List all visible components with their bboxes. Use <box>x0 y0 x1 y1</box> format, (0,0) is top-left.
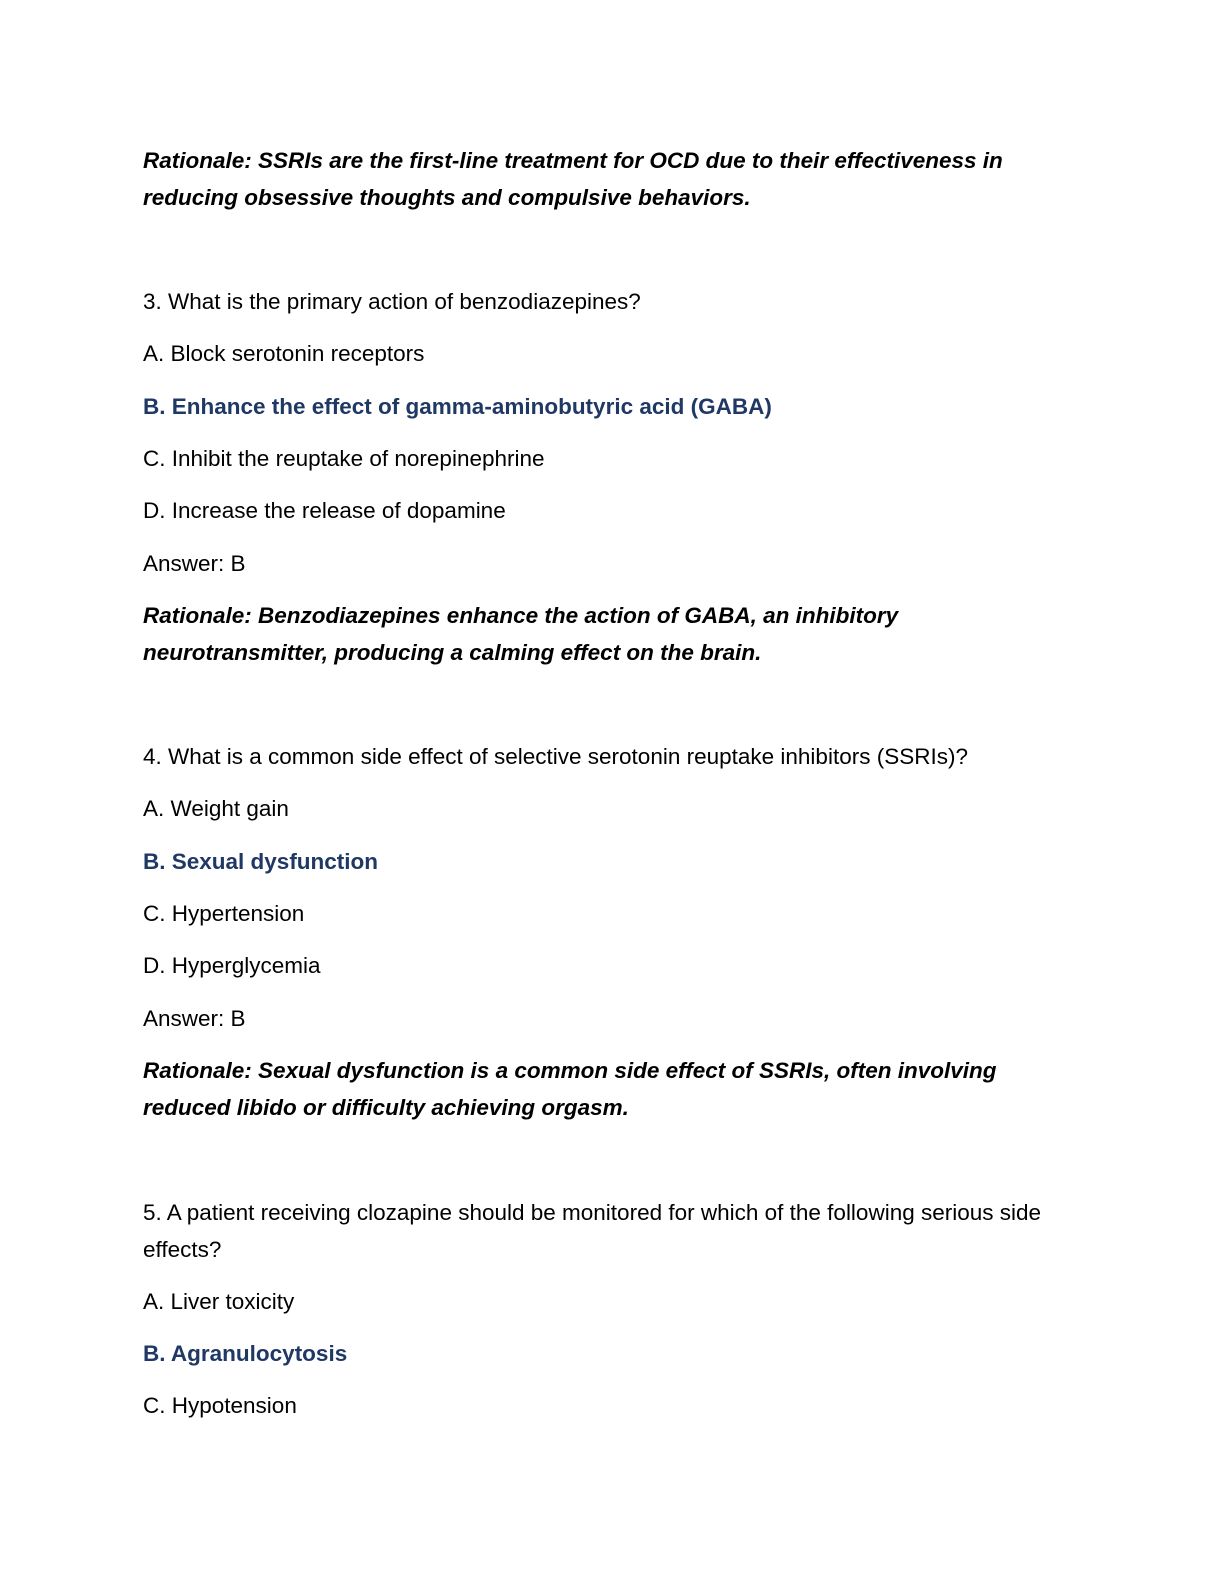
question-5-option-c: C. Hypotension <box>143 1393 297 1418</box>
question-4-option-c: C. Hypertension <box>143 901 305 926</box>
rationale-question-2: Rationale: SSRIs are the first-line treatment for OCD due to their effectiveness in reducing obsessive thoughts and compulsive behaviors. <box>143 148 1003 210</box>
question-5-option-b-correct: B. Agranulocytosis <box>143 1341 348 1366</box>
question-5-text: 5. A patient receiving clozapine should be monitored for which of the following serious side effects? <box>143 1200 1042 1262</box>
question-4-option-b-correct: B. Sexual dysfunction <box>143 849 379 874</box>
question-3-answer: Answer: B <box>143 551 246 576</box>
question-3-option-c: C. Inhibit the reuptake of norepinephrine <box>143 446 545 471</box>
question-4-rationale: Rationale: Sexual dysfunction is a common side effect of SSRIs, often involving reduced libido or difficulty achieving orgasm. <box>143 1058 997 1120</box>
question-4-option-d: D. Hyperglycemia <box>143 953 321 978</box>
question-4-option-a: A. Weight gain <box>143 796 289 821</box>
question-3-option-a: A. Block serotonin receptors <box>143 341 425 366</box>
question-3-text: 3. What is the primary action of benzodiazepines? <box>143 289 641 314</box>
question-3-rationale: Rationale: Benzodiazepines enhance the action of GABA, an inhibitory neurotransmitter, producing a calming effect on the brain. <box>143 603 899 665</box>
question-4-text: 4. What is a common side effect of selective serotonin reuptake inhibitors (SSRIs)? <box>143 744 968 769</box>
question-4-answer: Answer: B <box>143 1006 246 1031</box>
question-3-option-d: D. Increase the release of dopamine <box>143 498 506 523</box>
question-5-option-a: A. Liver toxicity <box>143 1289 295 1314</box>
question-3-option-b-correct: B. Enhance the effect of gamma-aminobutyric acid (GABA) <box>143 394 772 419</box>
